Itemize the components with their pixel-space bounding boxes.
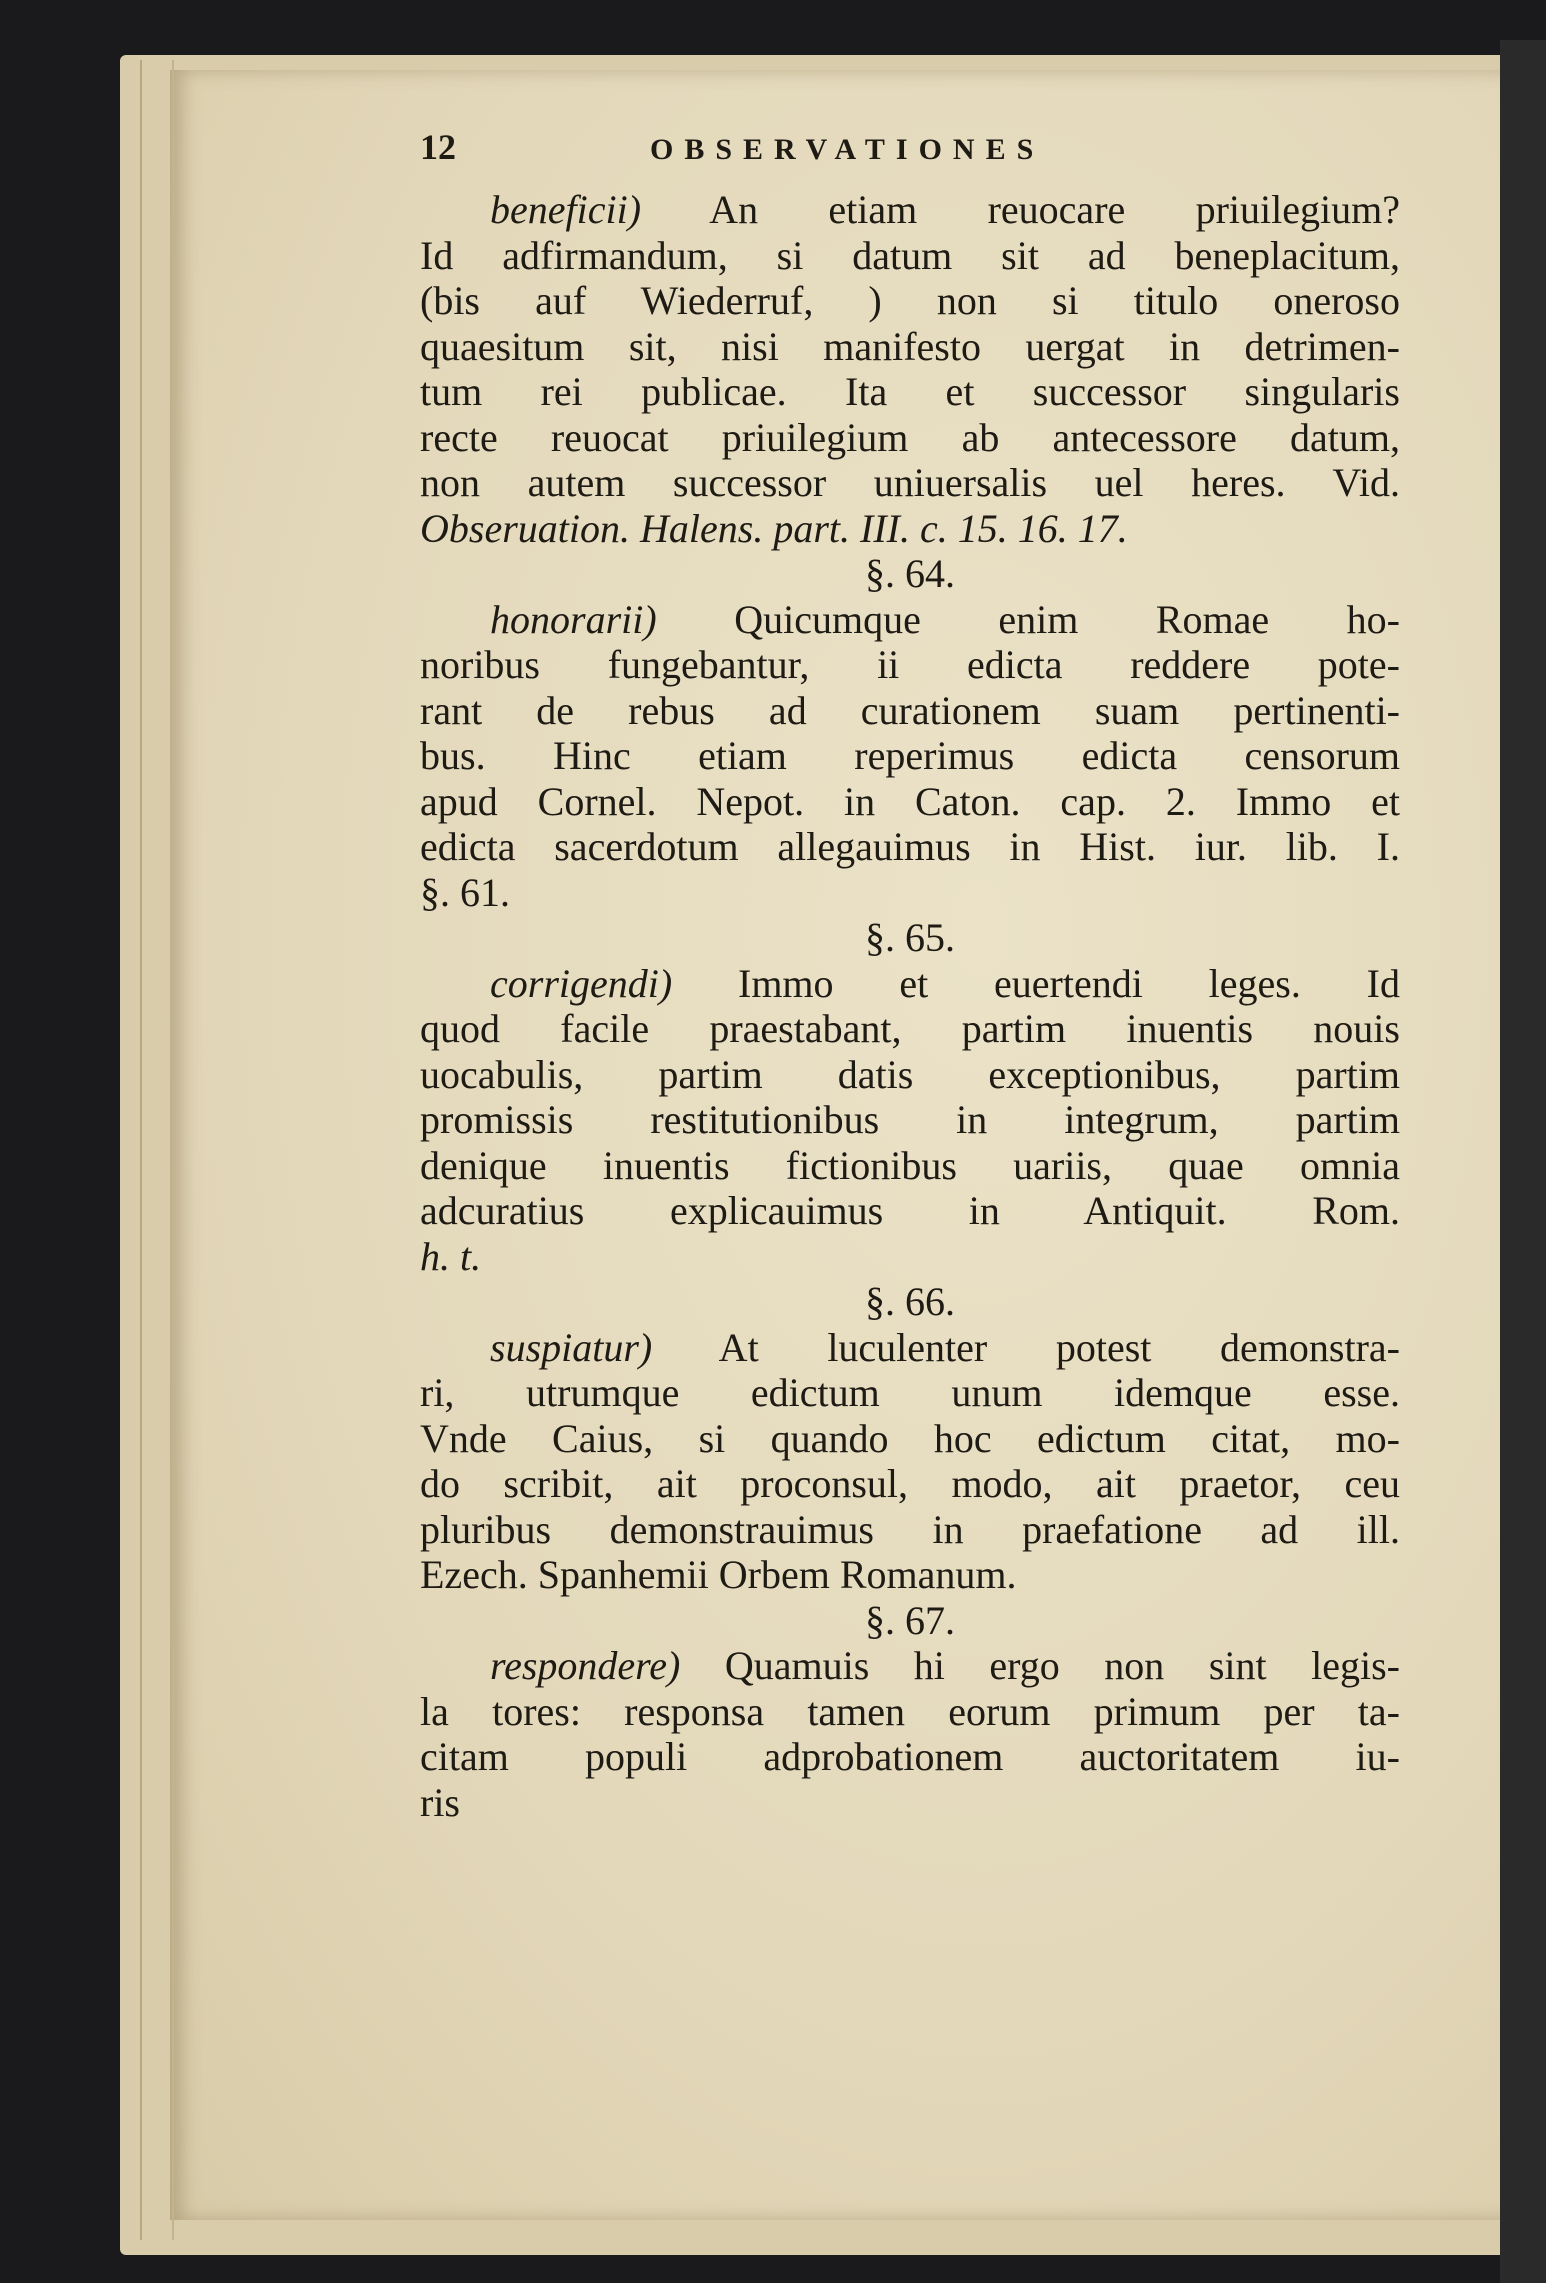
- paragraph-corrigendi: [420, 961, 1400, 1280]
- text-line: Id adfirmandum, si datum sit ad beneplacitum,: [420, 232, 1400, 278]
- text-line: Vnde Caius, si quando hoc edictum citat, mo-: [420, 1415, 1400, 1461]
- catchword: ris: [420, 1779, 460, 1825]
- lemma: respondere): [490, 1643, 681, 1688]
- text-line: (bis auf Wiederruf, ) non si titulo oneroso: [420, 278, 1400, 323]
- text-fragment: Immo et euertendi leges. Id: [672, 960, 1400, 1006]
- text-fragment: Quamuis hi ergo non sint legis-: [680, 1643, 1400, 1688]
- lemma: honorarii): [490, 596, 657, 642]
- text-line: apud Cornel. Nepot. in Caton. cap. 2. Immo et: [420, 778, 1400, 824]
- text-line: §. 61.: [420, 869, 510, 915]
- lemma: corrigendi): [490, 960, 673, 1006]
- paragraph-beneficii: [420, 187, 1400, 551]
- section-heading: §. 64.: [865, 551, 955, 596]
- text-line: tum rei publicae. Ita et successor singularis: [420, 369, 1400, 414]
- text-line: edicta sacerdotum allegauimus in Hist. iur. lib. I.: [420, 824, 1400, 869]
- text-line: quod facile praestabant, partim inuentis nouis: [420, 1006, 1400, 1051]
- section-heading: §. 66.: [865, 1279, 955, 1324]
- text-line: [420, 1643, 1400, 1689]
- text-line: pluribus demonstrauimus in praefatione ad ill.: [420, 1506, 1400, 1552]
- text-line: noribus fungebantur, ii edicta reddere pote-: [420, 642, 1400, 687]
- text-line: [420, 187, 1400, 233]
- page-number: 12: [420, 127, 456, 167]
- lemma: beneficii): [490, 187, 642, 232]
- text-line: [420, 961, 1400, 1007]
- page-gutter-edges: [140, 60, 174, 2240]
- text-line: [420, 597, 1400, 643]
- paragraph-respondere: [420, 1643, 1400, 1825]
- text-line: rant de rebus ad curationem suam pertinenti-: [420, 687, 1400, 733]
- page-text: [420, 125, 1400, 1825]
- lemma: suspiatur): [490, 1324, 653, 1370]
- text-fragment: At luculenter potest demonstra-: [652, 1324, 1400, 1370]
- text-line: [420, 1325, 1400, 1371]
- text-line: promissis restitutionibus in integrum, partim: [420, 1097, 1400, 1142]
- text-fragment: An etiam reuocare priuilegium?: [641, 187, 1400, 232]
- text-line: citam populi adprobationem auctoritatem iu-: [420, 1734, 1400, 1779]
- text-line: adcuratius explicauimus in Antiquit. Rom.: [420, 1188, 1400, 1233]
- text-line: denique inuentis fictionibus uariis, quae omnia: [420, 1142, 1400, 1188]
- section-heading: §. 65.: [865, 915, 955, 960]
- text-line: uocabulis, partim datis exceptionibus, partim: [420, 1051, 1400, 1097]
- text-line: quaesitum sit, nisi manifesto uergat in detrimen-: [420, 323, 1400, 369]
- paragraph-honorarii: [420, 597, 1400, 916]
- text-fragment: Quicumque enim Romae ho-: [656, 596, 1400, 642]
- next-page-edge: [1500, 40, 1546, 2283]
- text-line: Ezech. Spanhemii Orbem Romanum.: [420, 1552, 1017, 1597]
- text-line: recte reuocat priuilegium ab antecessore datum,: [420, 414, 1400, 460]
- page-header: [420, 125, 1400, 187]
- text-line: la tores: responsa tamen eorum primum per ta-: [420, 1688, 1400, 1734]
- text-line: ri, utrumque edictum unum idemque esse.: [420, 1370, 1400, 1415]
- running-head: OBSERVATIONES: [650, 133, 1045, 166]
- text-line: non autem successor uniuersalis uel heres. Vid.: [420, 460, 1400, 505]
- text-line: bus. Hinc etiam reperimus edicta censorum: [420, 733, 1400, 778]
- text-line: h. t.: [420, 1233, 482, 1279]
- section-heading: §. 67.: [865, 1597, 955, 1643]
- paragraph-suspiatur: [420, 1325, 1400, 1598]
- text-line: do scribit, ait proconsul, modo, ait praetor, ceu: [420, 1461, 1400, 1506]
- text-line: Obseruation. Halens. part. III. c. 15. 16. 17.: [420, 505, 1128, 551]
